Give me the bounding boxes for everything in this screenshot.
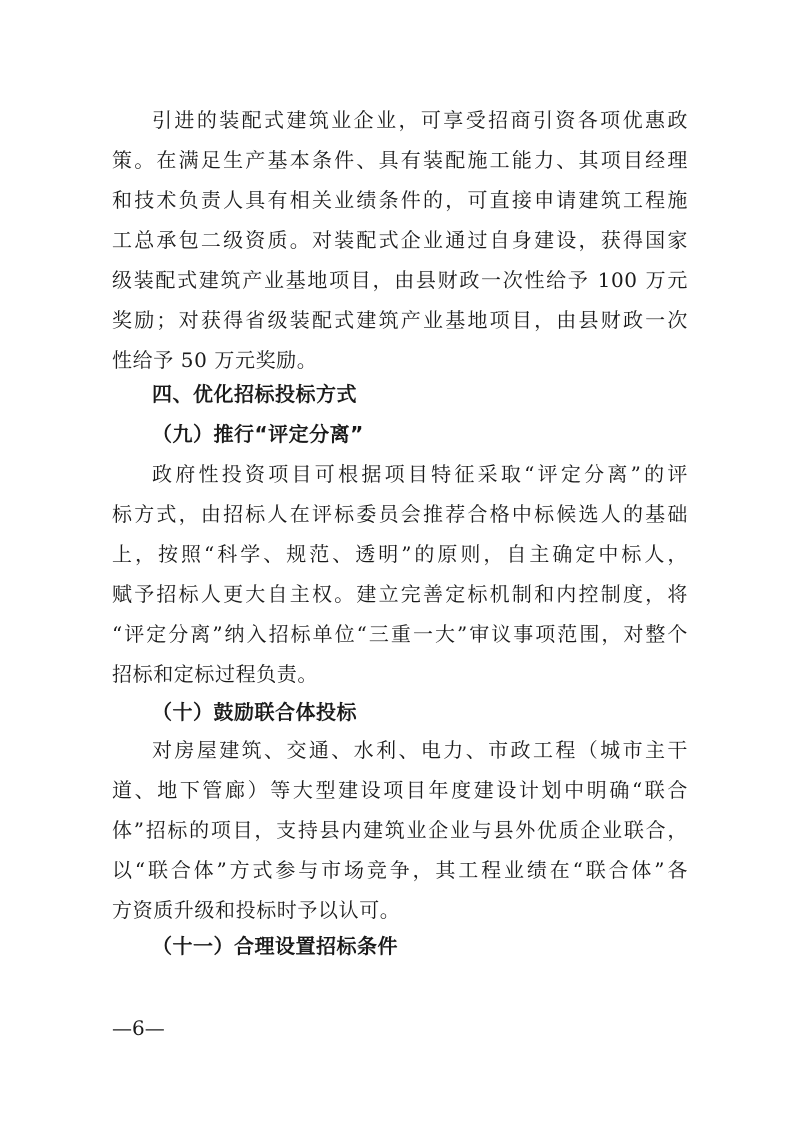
paragraph-3-line-1: 对房屋建筑、交通、水利、电力、市政工程（城市主干	[152, 738, 688, 762]
paragraph-1-line-2: 策。在满足生产基本条件、具有装配施工能力、其项目经理	[112, 148, 688, 172]
paragraph-3-line-2: 道、地下管廊）等大型建设项目年度建设计划中明确“联合	[112, 778, 688, 802]
paragraph-3-line-3: 体”招标的项目，支持县内建筑业企业与县外优质企业联合，	[112, 818, 688, 842]
subsection-heading-9: （九）推行“评定分离”	[152, 422, 364, 446]
subsection-heading-11: （十一）合理设置招标条件	[152, 934, 398, 958]
paragraph-2-line-4: 赋予招标人更大自主权。建立完善定标机制和内控制度，将	[112, 582, 688, 606]
paragraph-1-line-5: 级装配式建筑产业基地项目，由县财政一次性给予 100 万元	[112, 268, 688, 292]
subsection-heading-10: （十）鼓励联合体投标	[152, 700, 357, 724]
paragraph-2-line-5: “评定分离”纳入招标单位“三重一大”审议事项范围，对整个	[112, 622, 688, 646]
paragraph-1-line-4: 工总承包二级资质。对装配式企业通过自身建设，获得国家	[112, 228, 688, 252]
paragraph-2-line-1: 政府性投资项目可根据项目特征采取“评定分离”的评	[152, 462, 688, 486]
paragraph-1-line-7: 性给予 50 万元奖励。	[112, 348, 318, 372]
paragraph-3-line-4: 以“联合体”方式参与市场竞争，其工程业绩在“联合体”各	[112, 858, 688, 882]
paragraph-1-line-1: 引进的装配式建筑业企业，可享受招商引资各项优惠政	[152, 108, 688, 132]
paragraph-1-line-6: 奖励；对获得省级装配式建筑产业基地项目，由县财政一次	[112, 308, 688, 332]
paragraph-3-line-5: 方资质升级和投标时予以认可。	[112, 898, 401, 922]
paragraph-2-line-3: 上，按照“科学、规范、透明”的原则，自主确定中标人，	[112, 542, 688, 566]
section-heading-4: 四、优化招标投标方式	[152, 382, 357, 406]
paragraph-2-line-2: 标方式，由招标人在评标委员会推荐合格中标候选人的基础	[112, 502, 688, 526]
paragraph-2-line-6: 招标和定标过程负责。	[112, 662, 318, 686]
page-number: —6—	[112, 1016, 165, 1040]
paragraph-1-line-3: 和技术负责人具有相关业绩条件的，可直接申请建筑工程施	[112, 188, 688, 212]
